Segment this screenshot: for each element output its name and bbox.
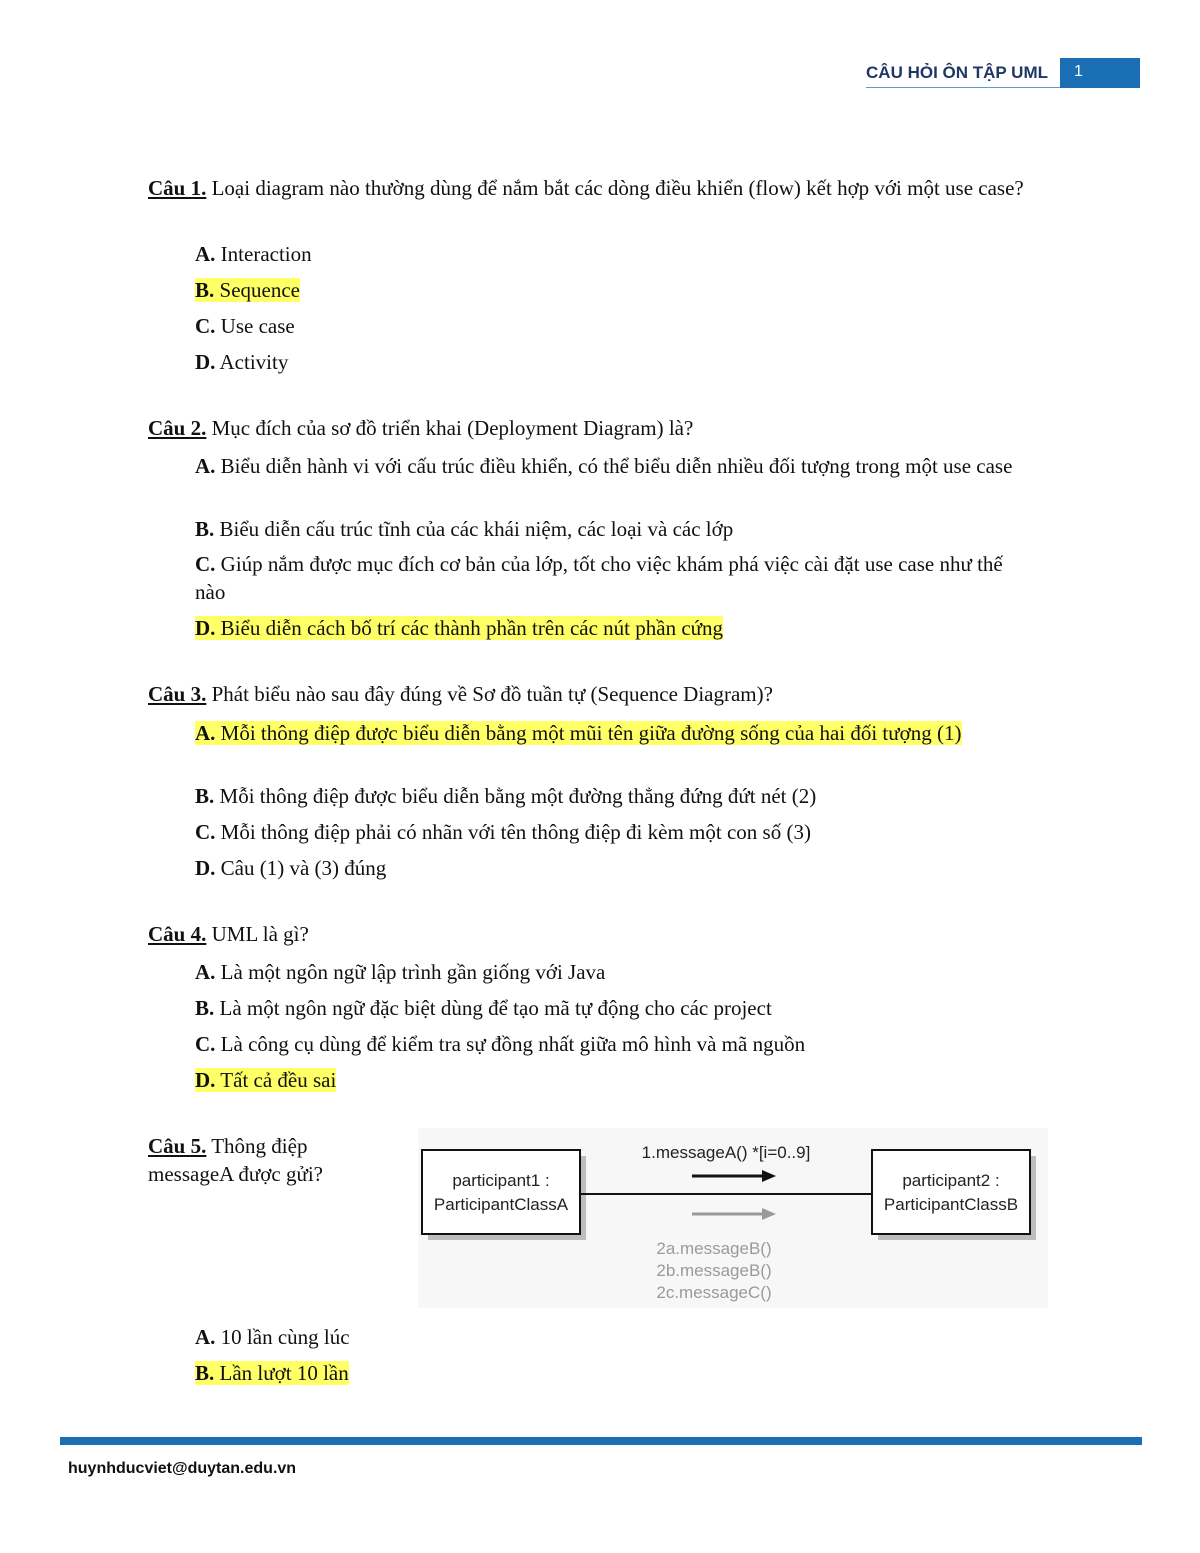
option-letter: A. — [195, 242, 216, 266]
option-text: Mỗi thông điệp phải có nhãn với tên thông điệp đi kèm một con số (3) — [215, 820, 811, 844]
option-2a — [195, 452, 1035, 480]
option-4a — [195, 958, 1035, 986]
message-a-label: 1.messageA() *[i=0..9] — [641, 1143, 811, 1162]
participant1-box — [422, 1150, 580, 1234]
option-letter: B. — [195, 784, 215, 808]
answer-highlight — [195, 616, 723, 640]
option-text: Biểu diễn hành vi với cấu trúc điều khiển, có thể biểu diễn nhiều đối tượng trong một use case — [215, 454, 1013, 478]
question-text: Loại diagram nào thường dùng để nắm bắt các dòng điều khiển (flow) kết hợp với một use case? — [206, 176, 1024, 200]
question-5 — [148, 1132, 388, 1188]
question-label: Câu 5. — [148, 1134, 207, 1158]
question-label: Câu 4. — [148, 922, 207, 946]
option-letter: C. — [195, 820, 216, 844]
option-letter: D. — [195, 616, 216, 640]
option-text: Biểu diễn cách bố trí các thành phần trên các nút phần cứng — [215, 616, 724, 640]
message-2a-label: 2a.messageB() — [656, 1239, 772, 1258]
question-label: Câu 3. — [148, 682, 207, 706]
question-text: Phát biểu nào sau đây đúng về Sơ đồ tuần tự (Sequence Diagram)? — [206, 682, 773, 706]
option-3c — [195, 818, 1035, 846]
participant1-name: participant1 : — [452, 1171, 550, 1190]
option-letter: A. — [195, 454, 216, 478]
answer-highlight — [195, 721, 962, 745]
option-text: Mỗi thông điệp được biểu diễn bằng một mũi tên giữa đường sống của hai đối tượng (1) — [215, 721, 962, 745]
document-title: CÂU HỎI ÔN TẬP UML — [866, 58, 1060, 88]
question-text: Mục đích của sơ đồ triển khai (Deployment Diagram) là? — [206, 416, 694, 440]
option-text: Interaction — [215, 242, 312, 266]
option-5a — [195, 1323, 350, 1351]
option-text: Biểu diễn cấu trúc tĩnh của các khái niệm, các loại và các lớp — [214, 517, 734, 541]
option-letter: A. — [195, 1325, 216, 1349]
footer-email: huynhducviet@duytan.edu.vn — [68, 1460, 297, 1477]
option-text: Lần lượt 10 lần — [214, 1361, 349, 1385]
option-letter: B. — [195, 278, 215, 302]
question-text: Thông điệp messageA được gửi? — [148, 1134, 323, 1186]
option-1a — [195, 240, 312, 268]
participant2-class: ParticipantClassB — [883, 1195, 1019, 1214]
question-4 — [148, 920, 1048, 948]
option-text: Sequence — [214, 278, 300, 302]
option-letter: D. — [195, 856, 216, 880]
question-label: Câu 1. — [148, 176, 207, 200]
option-3d — [195, 854, 1035, 882]
option-text: Là một ngôn ngữ lập trình gần giống với Java — [215, 960, 606, 984]
message-2c-label: 2c.messageC() — [656, 1283, 772, 1302]
option-letter: B. — [195, 1361, 215, 1385]
option-text: Activity — [215, 350, 289, 374]
option-1b — [195, 276, 300, 304]
page-header — [866, 58, 1140, 88]
option-text: Tất cả đều sai — [215, 1068, 337, 1092]
option-letter: C. — [195, 314, 216, 338]
question-text: UML là gì? — [206, 922, 309, 946]
option-2d — [195, 614, 1035, 642]
answer-highlight — [195, 1068, 336, 1092]
question-label: Câu 2. — [148, 416, 207, 440]
option-2c — [195, 550, 1035, 606]
question-2 — [148, 414, 1048, 442]
option-letter: D. — [195, 1068, 216, 1092]
option-3a — [195, 719, 1035, 747]
option-letter: A. — [195, 721, 216, 745]
option-5b — [195, 1359, 349, 1387]
option-2b — [195, 515, 1035, 543]
question-3 — [148, 680, 1048, 708]
option-text: Giúp nắm được mục đích cơ bản của lớp, tốt cho việc khám phá việc cài đặt use case như thế nào — [195, 552, 1003, 604]
option-4d — [195, 1066, 1035, 1094]
question-1 — [148, 174, 1048, 202]
answer-highlight — [195, 278, 300, 302]
option-letter: C. — [195, 1032, 216, 1056]
page-number: 1 — [1060, 58, 1140, 88]
option-letter: A. — [195, 960, 216, 984]
option-text: Mỗi thông điệp được biểu diễn bằng một đường thẳng đứng đứt nét (2) — [214, 784, 817, 808]
option-letter: B. — [195, 517, 215, 541]
message-2b-label: 2b.messageB() — [656, 1261, 772, 1280]
participant2-box — [872, 1150, 1030, 1234]
option-letter: D. — [195, 350, 216, 374]
option-4b — [195, 994, 1035, 1022]
option-text: Use case — [215, 314, 295, 338]
option-text: Là một ngôn ngữ đặc biệt dùng để tạo mã tự động cho các project — [214, 996, 772, 1020]
option-text: 10 lần cùng lúc — [215, 1325, 350, 1349]
sequence-diagram-figure — [418, 1128, 1048, 1308]
option-4c — [195, 1030, 1035, 1058]
option-3b — [195, 782, 1035, 810]
option-letter: C. — [195, 552, 216, 576]
option-1c — [195, 312, 295, 340]
participant2-name: participant2 : — [902, 1171, 1000, 1190]
option-text: Là công cụ dùng để kiểm tra sự đồng nhất giữa mô hình và mã nguồn — [215, 1032, 806, 1056]
participant1-class: ParticipantClassA — [433, 1195, 569, 1214]
option-1d — [195, 348, 288, 376]
answer-highlight — [195, 1361, 349, 1385]
option-letter: B. — [195, 996, 215, 1020]
option-text: Câu (1) và (3) đúng — [215, 856, 387, 880]
footer-divider — [60, 1437, 1142, 1445]
